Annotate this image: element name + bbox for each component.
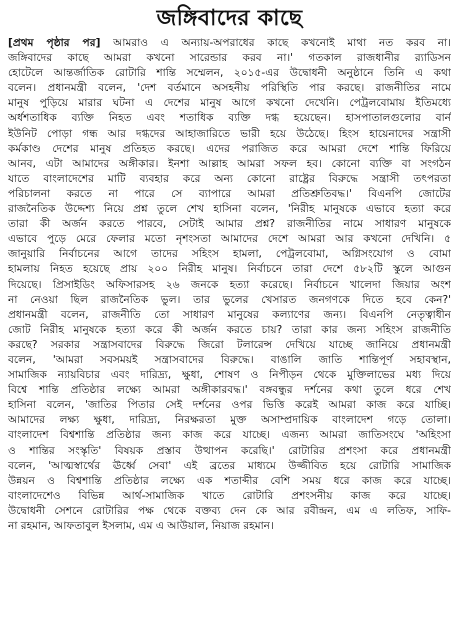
headline: জঙ্গিবাদের কাছে (156, 5, 303, 31)
article-line: করছে? সরকার সন্ত্রাসবাদের বিরুদ্ধে জিরো টলারেন্স দেখিয়ে যাচ্ছে জানিয়ে প্রধানমন্ত্রী (8, 338, 451, 351)
article-line: বলেন, 'আমরা সবসময়ই সন্ত্রাসবাদের বিরুদ্ধে। বাঙালি জাতি শান্তিপূর্ণ সহাবস্থান, (8, 353, 451, 366)
article-line: হোটেলে আন্তর্জাতিক রোটারি শান্তি সম্মেলন, ২০১৫-এর উদ্বোধনী অনুষ্ঠানে তিনি এ কথা (8, 67, 451, 80)
article-line: না রহমান, আফতাবুল ইসলাম, এম এ আউয়াল, নিয়াজ রহমান। (8, 520, 274, 532)
article-line: বাংলাদেশ বিশ্বশান্তি প্রতিষ্ঠার জন্য কাজ করে যাচ্ছে। এজন্য আমরা জাতিসংঘে 'অহিংসা (8, 429, 451, 442)
article-line: হামলায় নিহত হয়েছে প্রায় ২০০ নিরীহ মানুষ। নির্বাচনে তারা দেশে ৫৮২টি স্কুলে আগুন (8, 263, 451, 276)
article-line: সামাজিক ন্যায়বিচার এবং দারিদ্র্য, ক্ষুধা, শোষণ ও নিপীড়ন থেকে মুক্তিলাভের মধ্য দিয়ে (8, 369, 451, 382)
article-line: বলেন। প্রধানমন্ত্রী বলেন, 'দেশ বর্তমানে অসহনীয় পরিস্থিতি পার করছে। রাজনীতির নামে (8, 82, 451, 95)
article-line: উন্নয়ন ও বিশ্বশান্তি প্রতিষ্ঠার লক্ষ্যে এক শতাব্দীর বেশি সময় ধরে কাজ করে যাচ্ছে। (8, 474, 451, 487)
article-line: এভাবে পুড়ে মেরে ফেলার মতো নৃশংসতা আমাদের দেশে আমরা আর কখনো দেখিনি। ৫ (8, 233, 451, 246)
article-line-text: আমরাও এ অন্যায়-অপরাধের কাছে কখনোই মাথা নত করব না। (100, 37, 451, 49)
article-line: জানুয়ারি নির্বাচনের আগে তাদের সহিংস হামলা, পেট্রলবোমা, অগ্নিসংযোগ ও বোমা (8, 248, 451, 261)
article-line: প্রধানমন্ত্রী বলেন, রাজনীতি তো সাধারণ মানুষের কল্যাণের জন্য। বিএনপি নেতৃত্বাধীন (8, 308, 451, 321)
article-line: বাংলাদেশেও বিভিন্ন আর্থ-সামাজিক খাতে রোটারি প্রশংসনীয় কাজ করে যাচ্ছে। (8, 489, 451, 502)
article-line: বিশ্বে শান্তি প্রতিষ্ঠার লক্ষ্যে আমরা অঙ্গীকারবদ্ধ।' বঙ্গবন্ধুর দর্শনের কথা তুলে ধরে শেখ (8, 384, 451, 397)
article-line: পরিচালনা করতে না পারে সে ব্যাপারে আমরা প্রতিশ্রুতিবদ্ধ।' বিএনপি জোটের (8, 187, 451, 200)
article-line: না নেওয়া ছিল রাজনৈতিক ভুল। তার ভুলের খেসারত জনগণকে দিতে হবে কেন?' (8, 293, 451, 306)
article-line: ইউনিট পোড়া গন্ধ আর দগ্ধদের আহাজারিতে ভারী হয়ে উঠেছে। হিংস হায়েনাদের সন্ত্রাসী (8, 127, 451, 140)
article-line: যাতে বাংলাদেশের মাটি ব্যবহার করে অন্য কোনো রাষ্ট্রের বিরুদ্ধে সন্ত্রাসী তৎপরতা (8, 172, 451, 185)
article-line: ও শান্তির সংস্কৃতি' বিষয়ক প্রস্তাব উত্থাপন করেছি।' রোটারির প্রশংসা করে প্রধানমন্ত্রী (8, 444, 451, 457)
kicker-label: [প্রথম পৃষ্ঠার পর] (8, 37, 101, 49)
article-body (8, 36, 451, 618)
article-line: দিয়েছে। প্রিসাইডিং অফিসারসহ ২৬ জনকে হত্যা করেছে। নির্বাচনে খালেদা জিয়ার অংশ (8, 278, 451, 291)
article-line (8, 36, 451, 51)
article-line: মানুষ পুড়িয়ে মারার ঘটনা এ দেশের মানুষ আগে কখনো দেখেনি। পেট্রলবোমায় ইতিমধ্যে (8, 97, 451, 110)
article-line: জঙ্গিবাদের কাছে আমরা কখনো সারেন্ডার করব না।' গতকাল রাজধানীর র‍্যাডিসন (8, 52, 451, 65)
article-line: উদ্বোধনী সেশনে রোটারির পক্ষ থেকে বক্তব্য দেন কে আর রবীন্দ্রন, এম এ লতিফ, সাফি- (8, 504, 451, 517)
article-line: রাজনৈতিক উদ্দেশ্য নিয়ে প্রশ্ন তুলে শেখ হাসিনা বলেন, 'নিরীহ মানুষকে এভাবে হত্যা করে (8, 203, 451, 216)
article-line: তারা কী অর্জন করতে পারবে, সেটাই আমার প্রশ্ন? রাজনীতির নামে সাধারণ মানুষকে (8, 218, 451, 231)
article-line: হাসিনা বলেন, 'জাতির পিতার সেই দর্শনের ওপর ভিত্তি করেই আমরা কাজ করে যাচ্ছি। (8, 399, 451, 412)
article-line: বলেন, 'আত্মস্বার্থের ঊর্ধ্বে সেবা' এই ব্রতের মাধ্যমে উজ্জীবিত হয়ে রোটারি সামাজিক (8, 459, 451, 472)
article-line: কর্মকাণ্ড দেশের মানুষ প্রতিহত করছে। এদের পরাজিত করে আমরা দেশে শান্তি ফিরিয়ে (8, 142, 451, 155)
article-line: আনব, এটা আমাদের অঙ্গীকার। ইনশা আল্লাহ আমরা সফল হব। কোনো ব্যক্তি বা সংগঠন (8, 157, 451, 170)
article-line: জোট নিরীহ মানুষকে হত্যা করে কী অর্জন করতে চায়? তারা কার জন্য সহিংস রাজনীতি (8, 323, 451, 336)
article-line: অর্ধশতাধিক ব্যক্তি নিহত এবং শতাধিক ব্যক্তি দগ্ধ হয়েছেন। হাসপাতালগুলোর বার্ন (8, 112, 451, 125)
article-line: আমাদের লক্ষ্য ক্ষুধা, দারিদ্র্য, নিরক্ষরতা মুক্ত অসাম্প্রদায়িক বাংলাদেশ গড়ে তোলা। (8, 414, 451, 427)
